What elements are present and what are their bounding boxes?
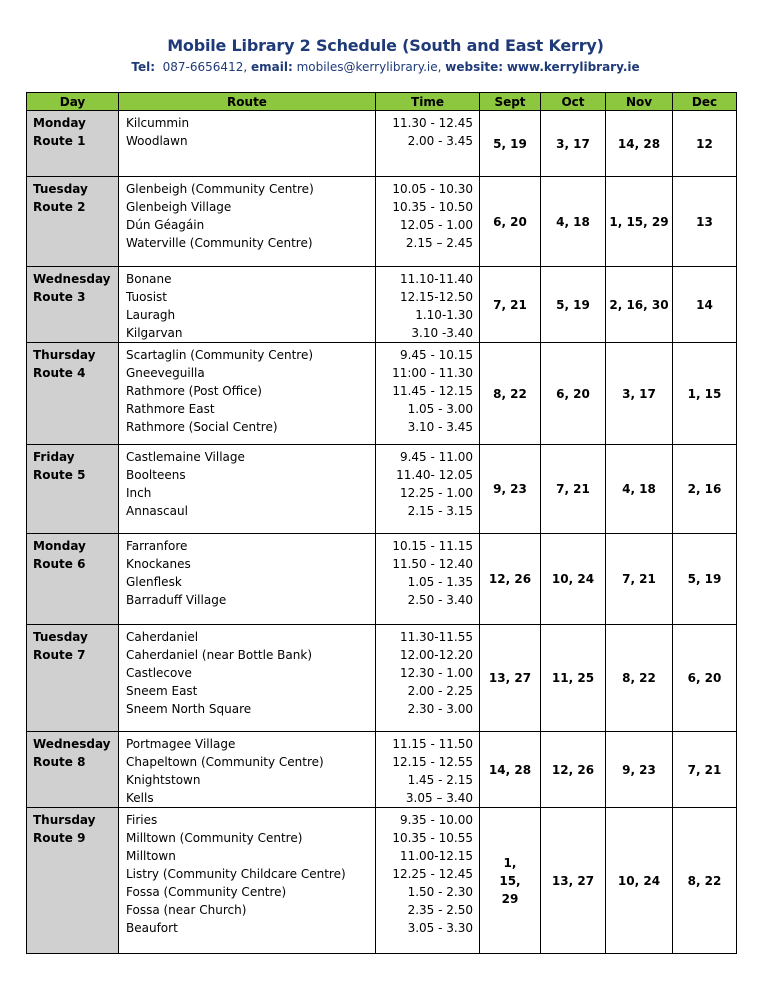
times-cell xyxy=(376,445,480,534)
day-label: Tuesday xyxy=(33,630,88,644)
route-number: Route 8 xyxy=(33,755,86,769)
stop-name: Barraduff Village xyxy=(126,593,227,607)
times-cell xyxy=(376,343,480,445)
stop-name: Milltown xyxy=(126,849,176,863)
table-row xyxy=(27,177,737,267)
stop-time: 11.30 - 12.45 xyxy=(392,116,473,130)
sept-dates: 14, 28 xyxy=(480,732,541,808)
times-cell xyxy=(376,625,480,732)
sept-dates: 1, 15, 29 xyxy=(480,808,541,954)
stop-time: 9.45 - 11.00 xyxy=(399,450,473,464)
stop-time: 11.00-12.15 xyxy=(399,849,473,863)
stop-time: 3.10 - 3.45 xyxy=(407,420,473,434)
times-cell xyxy=(376,111,480,177)
nov-dates: 7, 21 xyxy=(606,534,673,625)
table-row xyxy=(27,445,737,534)
stop-name: Rathmore (Post Office) xyxy=(126,384,262,398)
stop-name: Bonane xyxy=(126,272,172,286)
stop-name: Beaufort xyxy=(126,921,178,935)
stop-name: Kells xyxy=(126,791,154,805)
stop-time: 11.10-11.40 xyxy=(399,272,473,286)
table-row xyxy=(27,267,737,343)
day-cell xyxy=(27,534,119,625)
nov-dates: 8, 22 xyxy=(606,625,673,732)
stop-time: 11.40- 12.05 xyxy=(396,468,473,482)
tel-label: Tel: xyxy=(131,60,156,74)
stop-time: 2.15 – 2.45 xyxy=(405,236,473,250)
stop-name: Tuosist xyxy=(126,290,167,304)
day-label: Monday xyxy=(33,116,86,130)
stop-name: Fossa (near Church) xyxy=(126,903,247,917)
dec-dates: 1, 15 xyxy=(673,343,737,445)
table-row xyxy=(27,343,737,445)
stops-cell xyxy=(119,808,376,954)
sept-dates: 7, 21 xyxy=(480,267,541,343)
stop-time: 12.15 - 12.55 xyxy=(392,755,473,769)
header-row xyxy=(27,93,737,111)
stops-cell xyxy=(119,534,376,625)
stop-time: 2.15 - 3.15 xyxy=(407,504,473,518)
nov-dates: 9, 23 xyxy=(606,732,673,808)
oct-dates: 10, 24 xyxy=(541,534,606,625)
times-cell xyxy=(376,177,480,267)
oct-dates: 12, 26 xyxy=(541,732,606,808)
day-cell xyxy=(27,625,119,732)
route-number: Route 6 xyxy=(33,557,86,571)
stop-name: Chapeltown (Community Centre) xyxy=(126,755,324,769)
dec-dates: 13 xyxy=(673,177,737,267)
page-title: Mobile Library 2 Schedule (South and East Kerry) xyxy=(167,36,604,55)
col-header-day: Day xyxy=(27,93,119,111)
stop-name: Lauragh xyxy=(126,308,176,322)
day-label: Wednesday xyxy=(33,737,111,751)
sept-dates: 9, 23 xyxy=(480,445,541,534)
route-number: Route 5 xyxy=(33,468,86,482)
stop-time: 10.35 - 10.50 xyxy=(392,200,473,214)
stop-name: Woodlawn xyxy=(126,134,188,148)
table-row xyxy=(27,732,737,808)
stop-name: Listry (Community Childcare Centre) xyxy=(126,867,346,881)
stop-name: Castlemaine Village xyxy=(126,450,245,464)
nov-dates: 1, 15, 29 xyxy=(606,177,673,267)
stop-time: 11.30-11.55 xyxy=(399,630,473,644)
oct-dates: 6, 20 xyxy=(541,343,606,445)
oct-dates: 13, 27 xyxy=(541,808,606,954)
stop-time: 3.10 -3.40 xyxy=(411,326,473,340)
stop-time: 2.00 - 3.45 xyxy=(407,134,473,148)
stop-time: 11:00 - 11.30 xyxy=(392,366,473,380)
stop-time: 12.25 - 1.00 xyxy=(399,486,473,500)
route-number: Route 1 xyxy=(33,134,86,148)
dec-dates: 12 xyxy=(673,111,737,177)
stop-time: 12.15-12.50 xyxy=(399,290,473,304)
dec-dates: 8, 22 xyxy=(673,808,737,954)
day-label: Wednesday xyxy=(33,272,111,286)
route-number: Route 4 xyxy=(33,366,86,380)
stop-name: Glenflesk xyxy=(126,575,182,589)
day-label: Thursday xyxy=(33,348,96,362)
day-cell xyxy=(27,343,119,445)
stop-time: 9.35 - 10.00 xyxy=(399,813,473,827)
stop-time: 1.50 - 2.30 xyxy=(407,885,473,899)
oct-dates: 11, 25 xyxy=(541,625,606,732)
col-header-sept: Sept xyxy=(480,93,541,111)
stops-cell xyxy=(119,625,376,732)
stop-name: Gneeveguilla xyxy=(126,366,205,380)
stop-name: Annascaul xyxy=(126,504,188,518)
nov-dates: 4, 18 xyxy=(606,445,673,534)
stop-time: 12.30 - 1.00 xyxy=(399,666,473,680)
stops-cell xyxy=(119,732,376,808)
stops-cell xyxy=(119,267,376,343)
stop-name: Sneem East xyxy=(126,684,198,698)
dec-dates: 6, 20 xyxy=(673,625,737,732)
day-label: Tuesday xyxy=(33,182,88,196)
stop-name: Dún Géagáin xyxy=(126,218,205,232)
table-row xyxy=(27,111,737,177)
stop-time: 3.05 – 3.40 xyxy=(405,791,473,805)
day-cell xyxy=(27,732,119,808)
col-header-time: Time xyxy=(376,93,480,111)
dec-dates: 5, 19 xyxy=(673,534,737,625)
route-number: Route 2 xyxy=(33,200,86,214)
stop-name: Knockanes xyxy=(126,557,191,571)
oct-dates: 7, 21 xyxy=(541,445,606,534)
stop-time: 12.05 - 1.00 xyxy=(399,218,473,232)
stop-name: Fossa (Community Centre) xyxy=(126,885,287,899)
stop-name: Kilcummin xyxy=(126,116,190,130)
stop-time: 2.35 - 2.50 xyxy=(407,903,473,917)
email-value: mobiles@kerrylibrary.ie, xyxy=(296,60,442,74)
stop-time: 2.00 - 2.25 xyxy=(407,684,473,698)
stop-name: Rathmore (Social Centre) xyxy=(126,420,278,434)
stop-time: 1.10-1.30 xyxy=(415,308,473,322)
stop-time: 12.00-12.20 xyxy=(399,648,473,662)
dec-dates: 7, 21 xyxy=(673,732,737,808)
col-header-dec: Dec xyxy=(673,93,737,111)
stop-name: Caherdaniel (near Bottle Bank) xyxy=(126,648,312,662)
nov-dates: 2, 16, 30 xyxy=(606,267,673,343)
stop-name: Portmagee Village xyxy=(126,737,236,751)
stop-time: 9.45 - 10.15 xyxy=(399,348,473,362)
sept-dates: 6, 20 xyxy=(480,177,541,267)
stop-time: 10.35 - 10.55 xyxy=(392,831,473,845)
day-cell xyxy=(27,111,119,177)
day-cell xyxy=(27,808,119,954)
stop-name: Rathmore East xyxy=(126,402,215,416)
day-label: Monday xyxy=(33,539,86,553)
col-header-nov: Nov xyxy=(606,93,673,111)
stops-cell xyxy=(119,445,376,534)
day-label: Friday xyxy=(33,450,75,464)
col-header-route: Route xyxy=(119,93,376,111)
day-label: Thursday xyxy=(33,813,96,827)
stop-name: Sneem North Square xyxy=(126,702,252,716)
stop-name: Castlecove xyxy=(126,666,192,680)
stop-name: Kilgarvan xyxy=(126,326,183,340)
tel-value: 087-6656412, xyxy=(162,60,248,74)
nov-dates: 3, 17 xyxy=(606,343,673,445)
stop-time: 1.05 - 3.00 xyxy=(407,402,473,416)
stop-name: Waterville (Community Centre) xyxy=(126,236,313,250)
stop-time: 2.30 - 3.00 xyxy=(407,702,473,716)
stops-cell xyxy=(119,343,376,445)
sept-dates: 8, 22 xyxy=(480,343,541,445)
stop-time: 10.05 - 10.30 xyxy=(392,182,473,196)
schedule-table xyxy=(26,92,737,954)
stop-name: Milltown (Community Centre) xyxy=(126,831,303,845)
stop-time: 1.45 - 2.15 xyxy=(407,773,473,787)
website-value: www.kerrylibrary.ie xyxy=(506,60,640,74)
day-cell xyxy=(27,445,119,534)
times-cell xyxy=(376,732,480,808)
nov-dates: 14, 28 xyxy=(606,111,673,177)
contact-line xyxy=(0,60,771,74)
day-cell xyxy=(27,267,119,343)
stop-time: 11.15 - 11.50 xyxy=(392,737,473,751)
stop-name: Glenbeigh (Community Centre) xyxy=(126,182,314,196)
stop-name: Caherdaniel xyxy=(126,630,199,644)
sept-dates: 5, 19 xyxy=(480,111,541,177)
times-cell xyxy=(376,534,480,625)
stop-time: 3.05 - 3.30 xyxy=(407,921,473,935)
table-row xyxy=(27,534,737,625)
table-row xyxy=(27,808,737,954)
stop-name: Inch xyxy=(126,486,152,500)
stop-name: Boolteens xyxy=(126,468,186,482)
stop-time: 12.25 - 12.45 xyxy=(392,867,473,881)
stop-time: 2.50 - 3.40 xyxy=(407,593,473,607)
nov-dates: 10, 24 xyxy=(606,808,673,954)
stop-name: Knightstown xyxy=(126,773,201,787)
stop-name: Glenbeigh Village xyxy=(126,200,232,214)
day-cell xyxy=(27,177,119,267)
dec-dates: 14 xyxy=(673,267,737,343)
oct-dates: 5, 19 xyxy=(541,267,606,343)
table-row xyxy=(27,625,737,732)
stop-name: Firies xyxy=(126,813,158,827)
stop-time: 10.15 - 11.15 xyxy=(392,539,473,553)
times-cell xyxy=(376,267,480,343)
stop-time: 1.05 - 1.35 xyxy=(407,575,473,589)
stop-time: 11.45 - 12.15 xyxy=(392,384,473,398)
sept-dates: 13, 27 xyxy=(480,625,541,732)
oct-dates: 3, 17 xyxy=(541,111,606,177)
route-number: Route 7 xyxy=(33,648,86,662)
website-label: website: xyxy=(445,60,504,74)
sept-dates: 12, 26 xyxy=(480,534,541,625)
route-number: Route 3 xyxy=(33,290,86,304)
email-label: email: xyxy=(250,60,293,74)
stop-time: 11.50 - 12.40 xyxy=(392,557,473,571)
route-number: Route 9 xyxy=(33,831,86,845)
dec-dates: 2, 16 xyxy=(673,445,737,534)
stops-cell xyxy=(119,177,376,267)
stop-name: Farranfore xyxy=(126,539,188,553)
stop-name: Scartaglin (Community Centre) xyxy=(126,348,314,362)
times-cell xyxy=(376,808,480,954)
col-header-oct: Oct xyxy=(541,93,606,111)
oct-dates: 4, 18 xyxy=(541,177,606,267)
stops-cell xyxy=(119,111,376,177)
